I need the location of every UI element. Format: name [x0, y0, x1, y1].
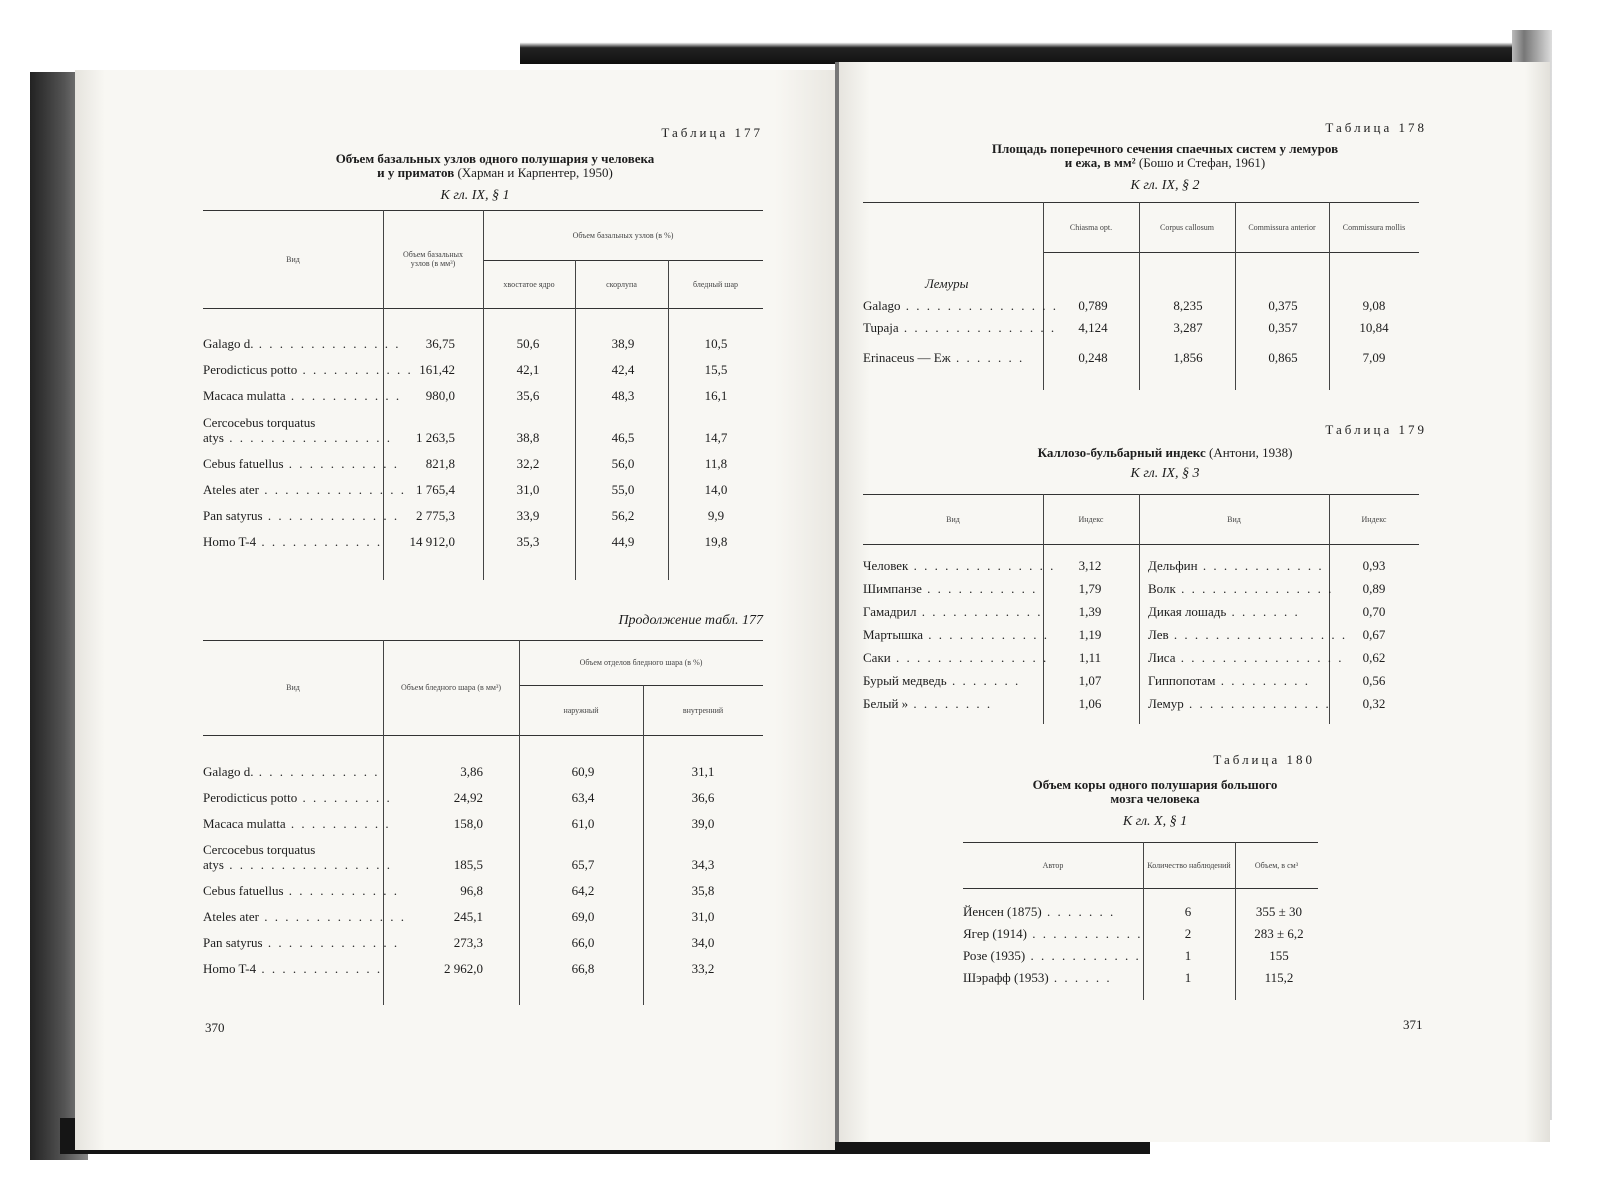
- t179-index-1: 1,79: [1078, 581, 1102, 596]
- t177-row: Cebus fatuellus . . . . . . . . . . . 821,8 32,2 56,0 11,8: [203, 456, 763, 476]
- t180-volume: 115,2: [1264, 970, 1294, 985]
- t177-volume: 161,42: [419, 362, 455, 377]
- t177c-inner: 31,1: [691, 764, 715, 779]
- t178-corpus: 8,235: [1173, 298, 1203, 313]
- t177c-volume: 273,3: [453, 935, 483, 950]
- t179-index-1: 1,06: [1078, 696, 1102, 711]
- t177-putamen: 56,2: [611, 508, 635, 523]
- t177c-volume: 158,0: [453, 816, 483, 831]
- t179-species-2: Дикая лошадь: [1148, 604, 1227, 619]
- t180-row: Розе (1935) . . . . . . . . . . . 1 155: [963, 948, 1318, 968]
- t179-species-1: Шимпанзе: [863, 581, 922, 596]
- t177-species: Cebus fatuellus: [203, 456, 284, 471]
- t177c-header-sub2: внутренний: [682, 705, 724, 715]
- table-178-title: [895, 142, 1435, 170]
- t179-index-2: 0,89: [1362, 581, 1386, 596]
- t180-count: 1: [1184, 948, 1192, 963]
- table-177: [203, 210, 763, 580]
- t178-header-comm-anterior: Commissura anterior: [1248, 222, 1316, 232]
- t177-pallidus: 16,1: [704, 388, 728, 403]
- table-178-title-line2-wrap: [895, 156, 1435, 170]
- t177-putamen: 44,9: [611, 534, 635, 549]
- t177-volume: 14 912,0: [409, 534, 455, 549]
- t177c-inner: 35,8: [691, 883, 715, 898]
- t178-mollis: 10,84: [1359, 320, 1389, 335]
- t179-row: Шимпанзе . . . . . . . . . . . 1,79 Волк . . . . . . . . . . . . . . . 0,89: [863, 581, 1419, 601]
- t178-mollis: 7,09: [1362, 350, 1386, 365]
- t177-row: Homo T-4 . . . . . . . . . . . . 14 912,0 35,3 44,9 19,8: [203, 534, 763, 554]
- t178-species: Erinaceus — Еж: [863, 350, 951, 365]
- t180-author: Йенсен (1875): [963, 904, 1042, 919]
- t177-caudate: 33,9: [516, 508, 540, 523]
- t177-volume: 980,0: [425, 388, 455, 403]
- t179-species-2: Лемур: [1148, 696, 1184, 711]
- t180-header-count: Количество наблюдений: [1147, 860, 1231, 870]
- table-180-title: [955, 778, 1355, 806]
- t177c-header-sub1: наружный: [563, 705, 599, 715]
- t178-row: Erinaceus — Еж . . . . . . . 0,248 1,856 0,865 7,09: [863, 350, 1419, 370]
- t177-caudate: 31,0: [516, 482, 540, 497]
- t177-caudate: 38,8: [516, 430, 540, 445]
- t177-species: Cercocebus torquatus: [203, 415, 316, 430]
- table-177-continued: [203, 640, 763, 1005]
- table-177-title-line2-wrap: [215, 166, 775, 180]
- t177c-species: Cercocebus torquatus: [203, 842, 316, 857]
- t178-mollis: 9,08: [1362, 298, 1386, 313]
- t177-header-volume: Объем базальных узлов (в мм³): [402, 250, 464, 268]
- t177c-outer: 61,0: [571, 816, 595, 831]
- t178-header-comm-mollis: Commissura mollis: [1342, 222, 1406, 232]
- t179-species-2: Гиппопотам: [1148, 673, 1216, 688]
- t179-index-2: 0,93: [1362, 558, 1386, 573]
- t177c-outer: 63,4: [571, 790, 595, 805]
- t177c-header-species: Вид: [286, 683, 300, 692]
- t179-species-2: Волк: [1148, 581, 1176, 596]
- t177-putamen: 46,5: [611, 430, 635, 445]
- t177-header-group: Объем базальных узлов (в %): [572, 230, 674, 240]
- table-178-reference: К гл. IX, § 2: [1130, 178, 1200, 193]
- t177c-inner: 34,0: [691, 935, 715, 950]
- t179-header-species-2: Вид: [1227, 514, 1241, 524]
- t179-header-index-2: Индекс: [1361, 514, 1387, 524]
- left-page: [75, 70, 835, 1150]
- table-178-caption: Таблица 178: [1325, 120, 1427, 135]
- table-178-title-source: (Бошо и Стефан, 1961): [1138, 155, 1266, 170]
- t180-header-volume: Объем, в см³: [1254, 860, 1299, 870]
- table-177-caption: Таблица 177: [661, 125, 763, 140]
- t178-row: Tupaja . . . . . . . . . . . . . . . 4,124 3,287 0,357 10,84: [863, 320, 1419, 340]
- t177-species-cont: atys: [203, 430, 224, 445]
- t180-count: 2: [1184, 926, 1192, 941]
- t177c-inner: 39,0: [691, 816, 715, 831]
- t177c-inner: 33,2: [691, 961, 715, 976]
- t179-row: Гамадрил . . . . . . . . . . . . 1,39 Дикая лошадь . . . . . . . 0,70: [863, 604, 1419, 624]
- t177-caudate: 50,6: [516, 336, 540, 351]
- t177c-row: Perodicticus potto . . . . . . . . . 24,92 63,4 36,6: [203, 790, 763, 810]
- t178-chiasma: 0,789: [1078, 298, 1108, 313]
- t177c-inner: 34,3: [691, 857, 715, 872]
- t177c-outer: 66,8: [571, 961, 595, 976]
- t180-header-author: Автор: [1042, 860, 1064, 870]
- t179-species-1: Бурый медведь: [863, 673, 947, 688]
- table-179: [863, 494, 1419, 724]
- t177-volume: 821,8: [425, 456, 455, 471]
- t177-species: Pan satyrus: [203, 508, 263, 523]
- t177-caudate: 42,1: [516, 362, 540, 377]
- t179-species-2: Лев: [1148, 627, 1169, 642]
- t177c-outer: 65,7: [571, 857, 595, 872]
- t177-species: Perodicticus potto: [203, 362, 298, 377]
- t177-volume: 36,75: [425, 336, 455, 351]
- t180-author: Ягер (1914): [963, 926, 1028, 941]
- t177-volume: 1 765,4: [416, 482, 455, 497]
- right-page-number: 371: [1403, 1017, 1423, 1032]
- t177c-row: Cercocebus torquatus atys . . . . . . . . . . . . . . . . 185,5 65,7 34,3: [203, 842, 763, 882]
- t179-index-1: 1,07: [1078, 673, 1102, 688]
- t178-corpus: 1,856: [1173, 350, 1203, 365]
- t177-row: Cercocebus torquatus atys . . . . . . . . . . . . . . . . 1 263,5 38,8 46,5 14,7: [203, 415, 763, 455]
- t178-anterior: 0,865: [1268, 350, 1298, 365]
- t179-index-1: 1,19: [1078, 627, 1102, 642]
- t179-species-2: Лиса: [1148, 650, 1176, 665]
- t179-species-1: Мартышка: [863, 627, 923, 642]
- table-177-title-line2: и у приматов: [377, 165, 455, 180]
- t177-species: Homo T-4: [203, 534, 257, 549]
- t177-pallidus: 14,0: [704, 482, 728, 497]
- t177c-volume: 185,5: [453, 857, 483, 872]
- t177c-species: Ateles ater: [203, 909, 259, 924]
- t178-group-label: Лемуры: [925, 276, 969, 291]
- t177-pallidus: 14,7: [704, 430, 728, 445]
- t177c-row: Homo T-4 . . . . . . . . . . . . 2 962,0 66,8 33,2: [203, 961, 763, 981]
- t178-species: Galago: [863, 298, 901, 313]
- table-178: [863, 202, 1419, 390]
- t177c-row: Cebus fatuellus . . . . . . . . . . . 96,8 64,2 35,8: [203, 883, 763, 903]
- t177-pallidus: 15,5: [704, 362, 728, 377]
- table-177-title-source: (Харман и Карпентер, 1950): [457, 165, 613, 180]
- scan-border-top: [520, 28, 1520, 64]
- t178-anterior: 0,357: [1268, 320, 1298, 335]
- table-179-reference: К гл. IX, § 3: [1130, 466, 1200, 481]
- table-179-title: [895, 446, 1435, 460]
- t177c-species: Macaca mulatta: [203, 816, 286, 831]
- t177c-species: Cebus fatuellus: [203, 883, 284, 898]
- t178-header-corpus-callosum: Corpus callosum: [1160, 222, 1214, 232]
- t177c-header-group: Объем отделов бледного шара (в %): [579, 658, 703, 667]
- t178-header-chiasma: Chiasma opt.: [1069, 222, 1113, 232]
- t177-row: Macaca mulatta . . . . . . . . . . . 980,0 35,6 48,3 16,1: [203, 388, 763, 408]
- t177-putamen: 42,4: [611, 362, 635, 377]
- t177-header-sub1: хвостатое ядро: [503, 279, 555, 289]
- t177c-species: Galago d.: [203, 764, 254, 779]
- t177-caudate: 35,6: [516, 388, 540, 403]
- table-178-title-line2: и ежа, в мм²: [1064, 155, 1136, 170]
- t178-chiasma: 4,124: [1078, 320, 1108, 335]
- t177c-species: Homo T-4: [203, 961, 257, 976]
- t179-species-2: Дельфин: [1148, 558, 1198, 573]
- table-177-reference: К гл. IX, § 1: [440, 188, 510, 203]
- t178-corpus: 3,287: [1173, 320, 1203, 335]
- table-177-title: [215, 152, 775, 180]
- t179-species-1: Белый »: [863, 696, 909, 711]
- t177-row: Galago d. . . . . . . . . . . . . . . 36,75 50,6 38,9 10,5: [203, 336, 763, 356]
- t179-row: Белый » . . . . . . . . 1,06 Лемур . . . . . . . . . . . . . . 0,32: [863, 696, 1419, 716]
- t177-putamen: 56,0: [611, 456, 635, 471]
- right-page: [835, 62, 1550, 1142]
- t179-row: Мартышка . . . . . . . . . . . . 1,19 Лев . . . . . . . . . . . . . . . . . 0,67: [863, 627, 1419, 647]
- t177-volume: 1 263,5: [416, 430, 455, 445]
- t178-row: Galago . . . . . . . . . . . . . . . 0,789 8,235 0,375 9,08: [863, 298, 1419, 318]
- table-180: [963, 842, 1318, 1000]
- t179-row: Человек . . . . . . . . . . . . . . 3,12 Дельфин . . . . . . . . . . . . 0,93: [863, 558, 1419, 578]
- t177c-volume: 96,8: [460, 883, 483, 898]
- table-180-title-line1: Объем коры одного полушария большого: [1032, 777, 1278, 792]
- table-177-title-line1: Объем базальных узлов одного полушария у человека: [335, 151, 655, 166]
- t179-index-1: 1,11: [1078, 650, 1102, 665]
- t179-index-2: 0,70: [1362, 604, 1386, 619]
- t179-row: Саки . . . . . . . . . . . . . . . 1,11 Лиса . . . . . . . . . . . . . . . . 0,62: [863, 650, 1419, 670]
- t177-row: Ateles ater . . . . . . . . . . . . . . 1 765,4 31,0 55,0 14,0: [203, 482, 763, 502]
- t177c-species: Perodicticus potto: [203, 790, 298, 805]
- table-180-caption: Таблица 180: [1213, 752, 1315, 767]
- t177-species: Galago d.: [203, 336, 254, 351]
- t179-index-2: 0,67: [1362, 627, 1386, 642]
- t177c-volume: 245,1: [453, 909, 483, 924]
- t177c-outer: 64,2: [571, 883, 595, 898]
- t179-index-2: 0,56: [1362, 673, 1386, 688]
- t180-count: 1: [1184, 970, 1192, 985]
- table-179-caption: Таблица 179: [1325, 422, 1427, 437]
- t177c-row: Ateles ater . . . . . . . . . . . . . . 245,1 69,0 31,0: [203, 909, 763, 929]
- t180-row: Йенсен (1875) . . . . . . . 6 355 ± 30: [963, 904, 1318, 924]
- t177-pallidus: 11,8: [704, 456, 728, 471]
- t179-species-1: Саки: [863, 650, 891, 665]
- t177-species: Ateles ater: [203, 482, 259, 497]
- t180-row: Шэрафф (1953) . . . . . . 1 115,2: [963, 970, 1318, 990]
- t179-row: Бурый медведь . . . . . . . 1,07 Гиппопотам . . . . . . . . . 0,56: [863, 673, 1419, 693]
- t177-row: Perodicticus potto . . . . . . . . . . . 161,42 42,1 42,4 15,5: [203, 362, 763, 382]
- t180-volume: 283 ± 6,2: [1254, 926, 1304, 941]
- t177c-row: Galago d. . . . . . . . . . . . . 3,86 60,9 31,1: [203, 764, 763, 784]
- table-179-title-main: Каллозо-бульбарный индекс: [1037, 445, 1206, 460]
- t177c-outer: 60,9: [571, 764, 595, 779]
- t179-index-2: 0,62: [1362, 650, 1386, 665]
- table-179-title-source: (Антони, 1938): [1208, 445, 1293, 460]
- t177c-volume: 3,86: [460, 764, 483, 779]
- t177-volume: 2 775,3: [416, 508, 455, 523]
- t177c-volume: 2 962,0: [444, 961, 483, 976]
- table-180-reference: К гл. X, § 1: [1122, 814, 1188, 829]
- t179-index-2: 0,32: [1362, 696, 1386, 711]
- t177-caudate: 32,2: [516, 456, 540, 471]
- t180-author: Шэрафф (1953): [963, 970, 1049, 985]
- t177c-species-cont: atys: [203, 857, 224, 872]
- t177-caudate: 35,3: [516, 534, 540, 549]
- t177-row: Pan satyrus . . . . . . . . . . . . . 2 775,3 33,9 56,2 9,9: [203, 508, 763, 528]
- t177-species: Macaca mulatta: [203, 388, 286, 403]
- t177-header-species: Вид: [286, 254, 300, 264]
- table-177-cont-caption: Продолжение табл. 177: [618, 613, 763, 628]
- t177c-outer: 66,0: [571, 935, 595, 950]
- table-178-title-line1: Площадь поперечного сечения спаечных систем у лемуров: [991, 141, 1339, 156]
- t177c-species: Pan satyrus: [203, 935, 263, 950]
- t177-pallidus: 9,9: [707, 508, 725, 523]
- t179-species-1: Гамадрил: [863, 604, 917, 619]
- t179-index-1: 3,12: [1078, 558, 1102, 573]
- left-page-number: 370: [205, 1020, 225, 1035]
- t177-putamen: 38,9: [611, 336, 635, 351]
- t177-pallidus: 10,5: [704, 336, 728, 351]
- t180-volume: 355 ± 30: [1255, 904, 1303, 919]
- t178-anterior: 0,375: [1268, 298, 1298, 313]
- t180-count: 6: [1184, 904, 1192, 919]
- t177c-header-volume: Объем бледного шара (в мм³): [400, 683, 502, 692]
- table-180-title-line2: мозга человека: [1110, 791, 1200, 806]
- t180-row: Ягер (1914) . . . . . . . . . . . 2 283 ± 6,2: [963, 926, 1318, 946]
- t177c-volume: 24,92: [453, 790, 483, 805]
- t177c-outer: 69,0: [571, 909, 595, 924]
- t179-index-1: 1,39: [1078, 604, 1102, 619]
- t177c-inner: 31,0: [691, 909, 715, 924]
- t177-putamen: 48,3: [611, 388, 635, 403]
- t179-species-1: Человек: [863, 558, 909, 573]
- t177c-row: Pan satyrus . . . . . . . . . . . . . 273,3 66,0 34,0: [203, 935, 763, 955]
- t177c-row: Macaca mulatta . . . . . . . . . . 158,0 61,0 39,0: [203, 816, 763, 836]
- t177-header-sub3: бледный шар: [692, 279, 739, 289]
- t180-author: Розе (1935): [963, 948, 1026, 963]
- t179-header-species-1: Вид: [946, 514, 960, 524]
- gutter-shadow: [835, 62, 839, 1142]
- t180-volume: 155: [1269, 948, 1289, 963]
- t177-header-sub2: скорлупа: [606, 279, 637, 289]
- t178-chiasma: 0,248: [1078, 350, 1108, 365]
- t179-header-index-1: Индекс: [1078, 514, 1104, 524]
- t177c-inner: 36,6: [691, 790, 715, 805]
- t177-putamen: 55,0: [611, 482, 635, 497]
- t177-pallidus: 19,8: [704, 534, 728, 549]
- t178-species: Tupaja: [863, 320, 899, 335]
